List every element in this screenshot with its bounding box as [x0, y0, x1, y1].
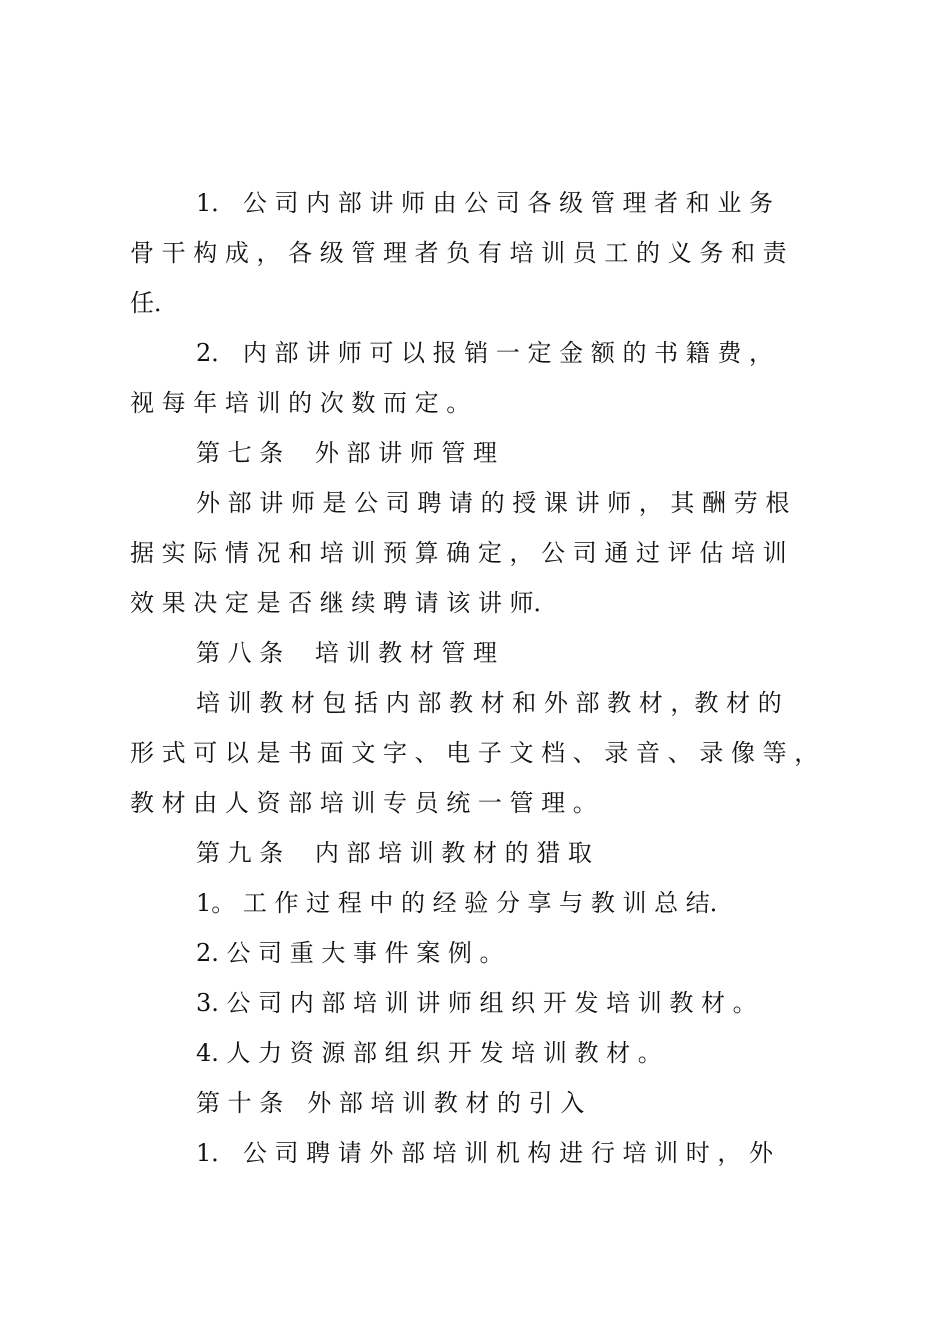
list-item: 1． 公 司 聘 请 外 部 培 训 机 构 进 行 培 训 时 ， 外	[196, 1139, 773, 1167]
article-heading: 第 十 条 外 部 培 训 教 材 的 引 入	[196, 1089, 585, 1117]
article-heading: 第 七 条 外 部 讲 师 管 理	[196, 439, 498, 467]
list-item: 4. 人 力 资 源 部 组 织 开 发 培 训 教 材 。	[196, 1039, 662, 1067]
article-heading: 第 八 条 培 训 教 材 管 理	[196, 639, 498, 667]
list-item: 1。 工 作 过 程 中 的 经 验 分 享 与 教 训 总 结．	[196, 889, 734, 917]
list-item: 3. 公 司 内 部 培 训 讲 师 组 织 开 发 培 训 教 材 。	[196, 989, 757, 1017]
article-heading: 第 九 条 内 部 培 训 教 材 的 猎 取	[196, 839, 592, 867]
paragraph-line: 任．	[130, 289, 178, 317]
paragraph-line: 骨 干 构 成 ， 各 级 管 理 者 负 有 培 训 员 工 的 义 务 和 责	[130, 239, 787, 267]
paragraph-line: 外 部 讲 师 是 公 司 聘 请 的 授 课 讲 师 ， 其 酬 劳 根	[196, 489, 790, 517]
paragraph-line: 培 训 教 材 包 括 内 部 教 材 和 外 部 教 材 ，教 材 的	[196, 689, 782, 717]
list-item: 2. 公 司 重 大 事 件 案 例 。	[196, 939, 504, 967]
paragraph-line: 视 每 年 培 训 的 次 数 而 定 。	[130, 389, 471, 417]
paragraph-line: 2． 内 部 讲 师 可 以 报 销 一 定 金 额 的 书 籍 费 ，	[196, 339, 773, 367]
paragraph-line: 教 材 由 人 资 部 培 训 专 员 统 一 管 理 。	[130, 789, 597, 817]
paragraph-line: 形 式 可 以 是 书 面 文 字 、 电 子 文 档 、 录 音 、 录 像 等 ，	[130, 739, 819, 767]
paragraph-line: 1． 公 司 内 部 讲 师 由 公 司 各 级 管 理 者 和 业 务	[196, 189, 773, 217]
paragraph-line: 效 果 决 定 是 否 继 续 聘 请 该 讲 师．	[130, 589, 558, 617]
paragraph-line: 据 实 际 情 况 和 培 训 预 算 确 定 ， 公 司 通 过 评 估 培 训	[130, 539, 787, 567]
